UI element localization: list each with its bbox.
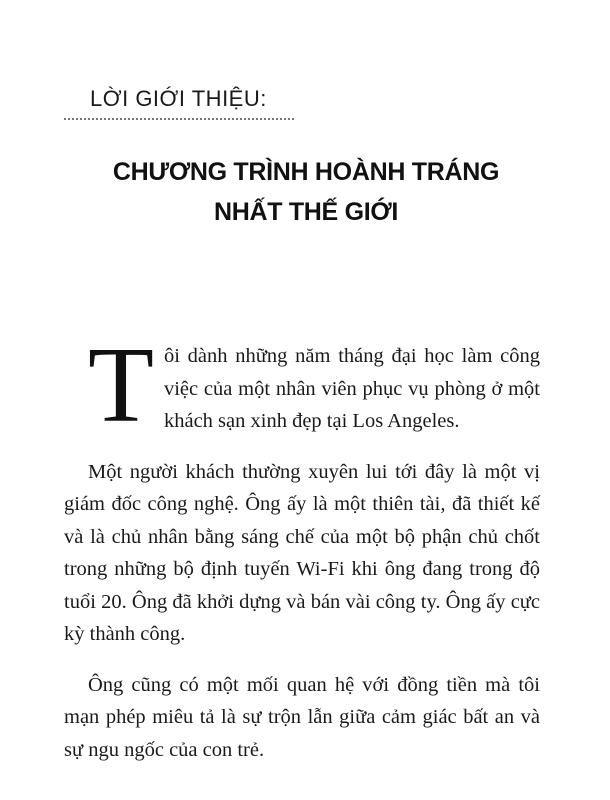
drop-cap: T bbox=[88, 326, 154, 445]
paragraph-1-text: ôi dành những năm tháng đại học làm công việc của một nhân viên phục vụ phòng ở một khách sạn xinh đẹp tại Los Angeles. bbox=[163, 345, 540, 432]
paragraph-2: Một người khách thường xuyên lui tới đây là một vị giám đốc công nghệ. Ông ấy là một thiên tài, đã thiết kế và là chủ nhân bằng sáng chế của một bộ phận chủ chốt trong những bộ định tuyến Wi-Fi khi ông đang trong độ tuổi 20. Ông đã khởi dựng và bán vài công ty. Ông ấy cực kỳ thành công. bbox=[64, 460, 540, 645]
chapter-title-line-2: NHẤT THẾ GIỚI bbox=[213, 198, 399, 226]
body-text bbox=[64, 326, 540, 784]
section-label-underline bbox=[64, 118, 294, 120]
paragraph-1 bbox=[64, 326, 540, 445]
chapter-title bbox=[60, 152, 552, 232]
section-label: LỜI GIỚI THIỆU: bbox=[90, 86, 267, 111]
chapter-title-line-1: CHƯƠNG TRÌNH HOÀNH TRÁNG bbox=[112, 158, 500, 186]
paragraph-3: Ông cũng có một mối quan hệ với đồng tiền mà tôi mạn phép miêu tả là sự trộn lẫn giữa cảm giác bất an và sự ngu ngốc của con trẻ. bbox=[64, 673, 540, 761]
